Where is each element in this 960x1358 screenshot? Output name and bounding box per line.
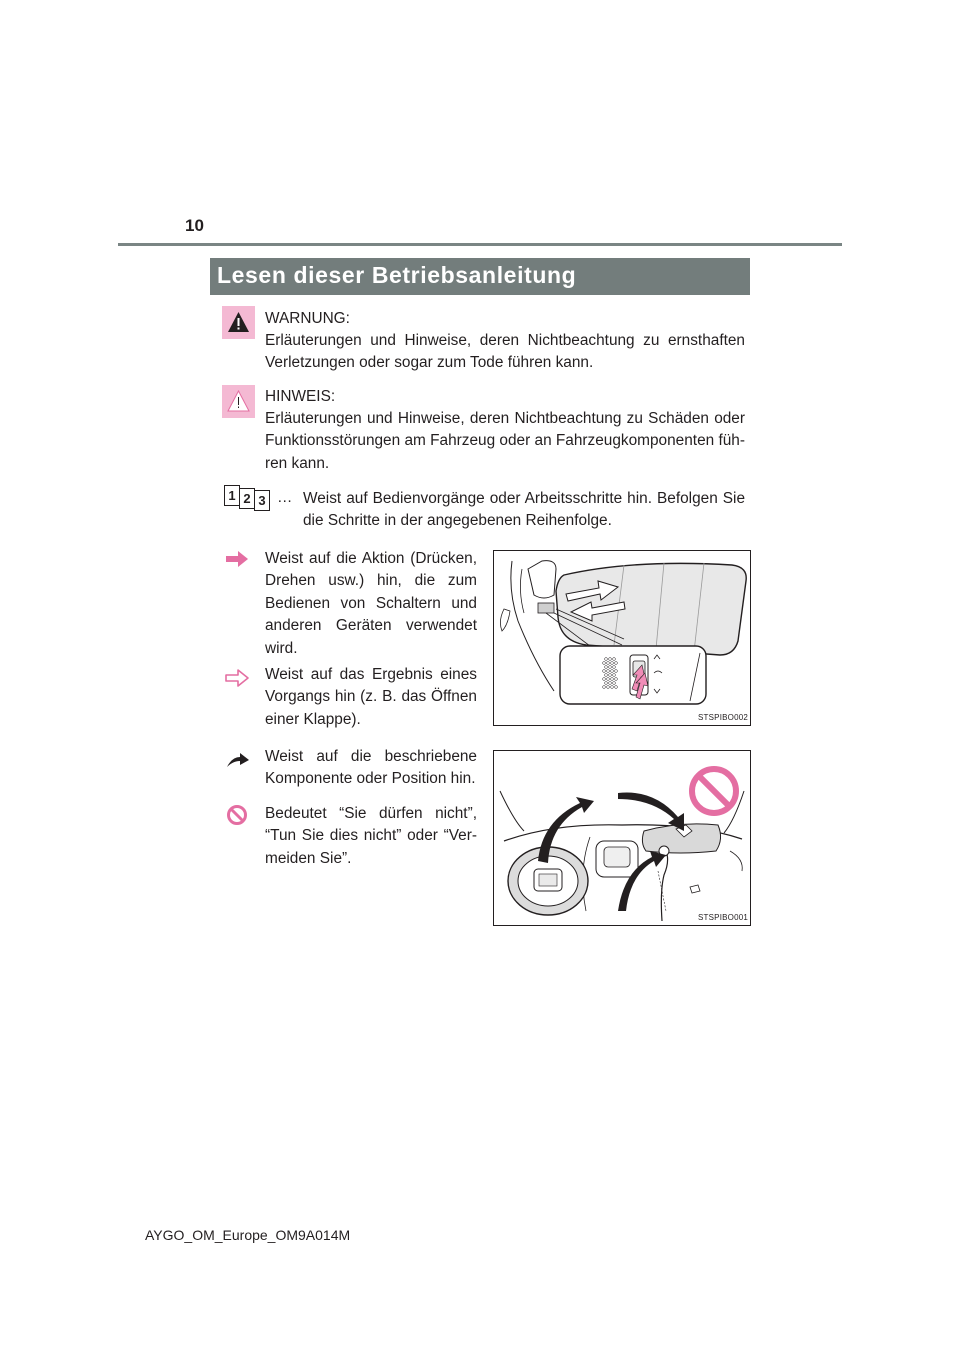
- action-arrow-icon: [224, 549, 250, 569]
- prohibited-text: Bedeutet “Sie dürfen nicht”, “Tun Sie dies nicht” oder “Ver-meiden Sie”.: [265, 805, 477, 867]
- steps-text: Weist auf Bedienvorgänge oder Arbeitsschritte hin. Befolgen Sie die Schritte in der angegebenen Reihenfolge.: [303, 490, 745, 530]
- pointer-arrow-icon: [225, 751, 251, 769]
- section-title: Lesen dieser Betriebsanleitung: [217, 262, 577, 288]
- notice-icon: [222, 385, 255, 418]
- pointer-arrow-text: Weist auf die beschriebene Komponente oder Position hin.: [265, 748, 477, 788]
- action-arrow-text: Weist auf die Aktion (Drücken, Drehen usw.) hin, die zum Bedienen von Schaltern und anderen Geräten verwendet wird.: [265, 550, 477, 657]
- step-numbers-icon: [224, 485, 276, 509]
- result-arrow-icon: [224, 668, 250, 688]
- step-ellipsis: …: [277, 489, 293, 506]
- warning-icon: [222, 306, 255, 339]
- header-rule: [118, 243, 842, 246]
- notice-label: HINWEIS:: [265, 388, 336, 405]
- footer-doc-id: AYGO_OM_Europe_OM9A014M: [145, 1227, 351, 1243]
- figure1-code: STSPIBO002: [698, 713, 749, 722]
- warning-label: WARNUNG:: [265, 310, 350, 327]
- mirror-switch-figure: [493, 550, 751, 726]
- dashboard-figure: [493, 750, 751, 926]
- notice-text: Erläuterungen und Hinweise, deren Nichtbeachtung zu Schäden oder Funktionsstörungen am Fahrzeug oder an Fahrzeugkomponenten füh-ren kann.: [265, 410, 745, 472]
- figure2-code: STSPIBO001: [698, 913, 749, 922]
- section-title-bar: [210, 258, 750, 295]
- result-arrow-text: Weist auf das Ergebnis eines Vorgangs hin (z. B. das Öffnen einer Klappe).: [265, 666, 477, 728]
- step-digit-2: 2: [239, 488, 255, 509]
- step-digit-1: 1: [224, 485, 240, 506]
- prohibited-icon: [226, 804, 248, 826]
- warning-text: Erläuterungen und Hinweise, deren Nichtbeachtung zu ernsthaften Verletzungen oder sogar zum Tode führen kann.: [265, 332, 745, 372]
- page-number: 10: [185, 216, 204, 235]
- step-digit-3: 3: [254, 490, 270, 511]
